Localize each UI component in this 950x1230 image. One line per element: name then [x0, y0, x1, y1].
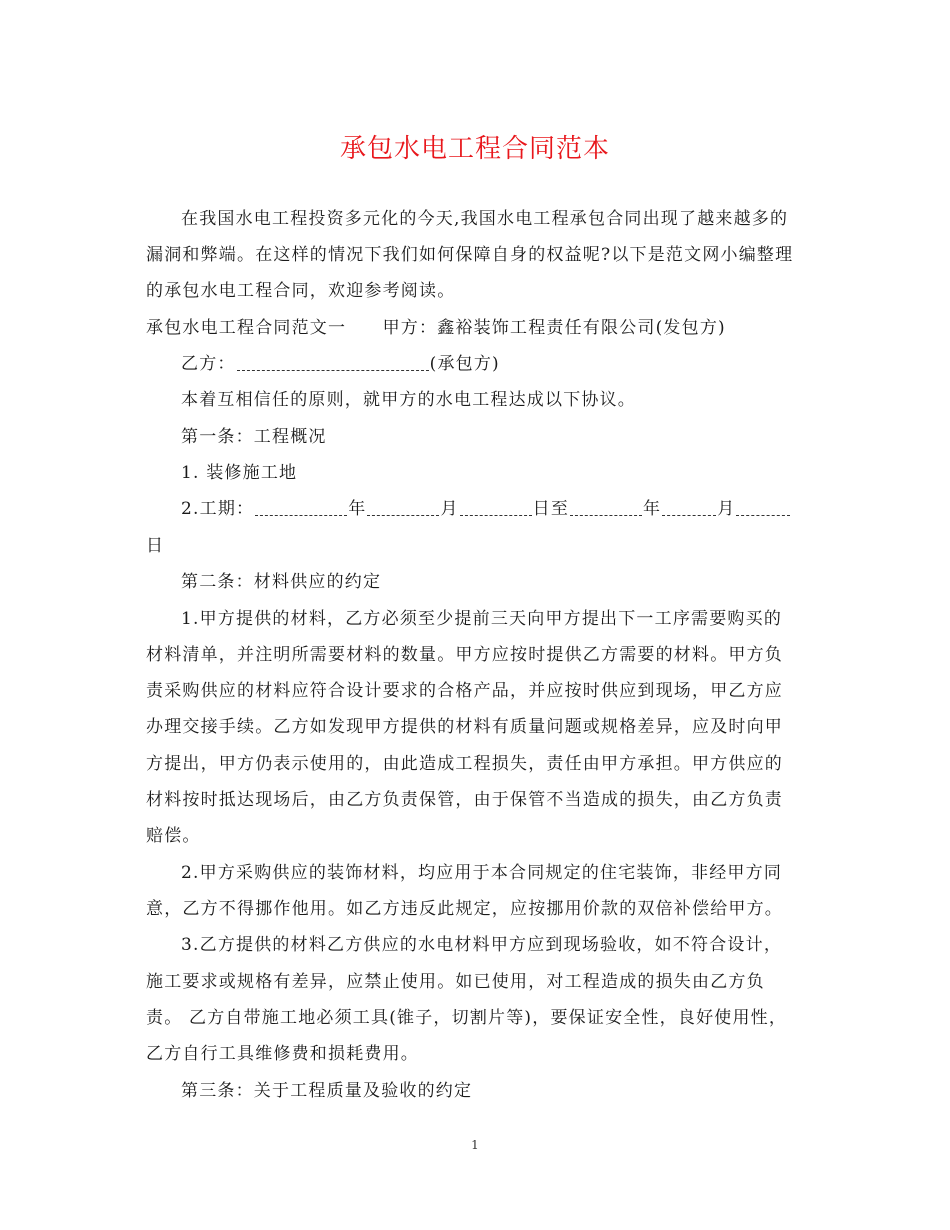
clause1-line: 赔偿。 — [146, 826, 201, 846]
party-b-line — [181, 352, 500, 376]
clause2-line: 2.甲方采购供应的装饰材料，均应用于本合同规定的住宅装饰，非经甲方同 — [181, 863, 783, 883]
clause1-line: 1.甲方提供的材料，乙方必须至少提前三天向甲方提出下一工序需要购买的 — [181, 609, 783, 629]
intro-line: 漏洞和弊端。在这样的情况下我们如何保障自身的权益呢?以下是范文网小编整理 — [146, 245, 794, 265]
period-day-to: 日至 — [532, 499, 570, 519]
item1-line: 1. 装修施工地 — [181, 463, 298, 483]
year-blank — [255, 501, 347, 516]
clause1-line: 责采购供应的材料应符合设计要求的合格产品，并应按时供应到现场，甲乙方应 — [146, 681, 783, 701]
agreement-line: 本着互相信任的原则，就甲方的水电工程达成以下协议。 — [181, 390, 636, 410]
period-label: 2.工期： — [181, 499, 255, 519]
period-month: 月 — [440, 499, 459, 519]
intro-line: 的承包水电工程合同，欢迎参考阅读。 — [146, 281, 456, 301]
clause3-line: 责。 乙方自带施工地必须工具(锥子，切割片等)，要保证安全性，良好使用性， — [146, 1008, 788, 1028]
clause1-line: 办理交接手续。乙方如发现甲方提供的材料有质量问题或规格差异，应及时向甲 — [146, 717, 783, 737]
day-blank — [460, 501, 532, 516]
month2-blank — [662, 501, 716, 516]
party-b-suffix: (承包方) — [429, 354, 500, 374]
party-a-line: 承包水电工程合同范文一 甲方：鑫裕装饰工程责任有限公司(发包方) — [146, 318, 726, 338]
article3-heading: 第三条：关于工程质量及验收的约定 — [181, 1081, 473, 1101]
year2-blank — [570, 501, 642, 516]
clause1-line: 方提出，甲方仍表示使用的，由此造成工程损失，责任由甲方承担。甲方供应的 — [146, 754, 783, 774]
period-line — [181, 497, 791, 521]
intro-line: 在我国水电工程投资多元化的今天,我国水电工程承包合同出现了越来越多的 — [181, 209, 789, 229]
period-day-end: 日 — [146, 536, 165, 556]
clause1-line: 材料清单，并注明所需要材料的数量。甲方应按时提供乙方需要的材料。甲方负 — [146, 645, 783, 665]
clause3-line: 施工要求或规格有差异，应禁止使用。如已使用，对工程造成的损失由乙方负 — [146, 972, 765, 992]
page-number: 1 — [471, 1138, 479, 1152]
clause3-line: 3.乙方提供的材料乙方供应的水电材料甲方应到现场验收，如不符合设计， — [181, 935, 783, 955]
party-b-blank — [237, 356, 429, 371]
period-year2: 年 — [643, 499, 662, 519]
article1-heading: 第一条：工程概况 — [181, 427, 327, 447]
clause2-line: 意，乙方不得挪作他用。如乙方违反此规定，应按挪用价款的双倍补偿给甲方。 — [146, 899, 783, 919]
clause3-line: 乙方自行工具维修费和损耗费用。 — [146, 1044, 419, 1064]
clause1-line: 材料按时抵达现场后，由乙方负责保管，由于保管不当造成的损失，由乙方负责 — [146, 790, 783, 810]
month-blank — [367, 501, 439, 516]
party-b-label: 乙方： — [181, 354, 236, 374]
article2-heading: 第二条：材料供应的约定 — [181, 572, 382, 592]
document-title: 承包水电工程合同范本 — [339, 134, 610, 164]
period-year: 年 — [348, 499, 367, 519]
period-month2: 月 — [717, 499, 736, 519]
day2-blank — [736, 501, 790, 516]
